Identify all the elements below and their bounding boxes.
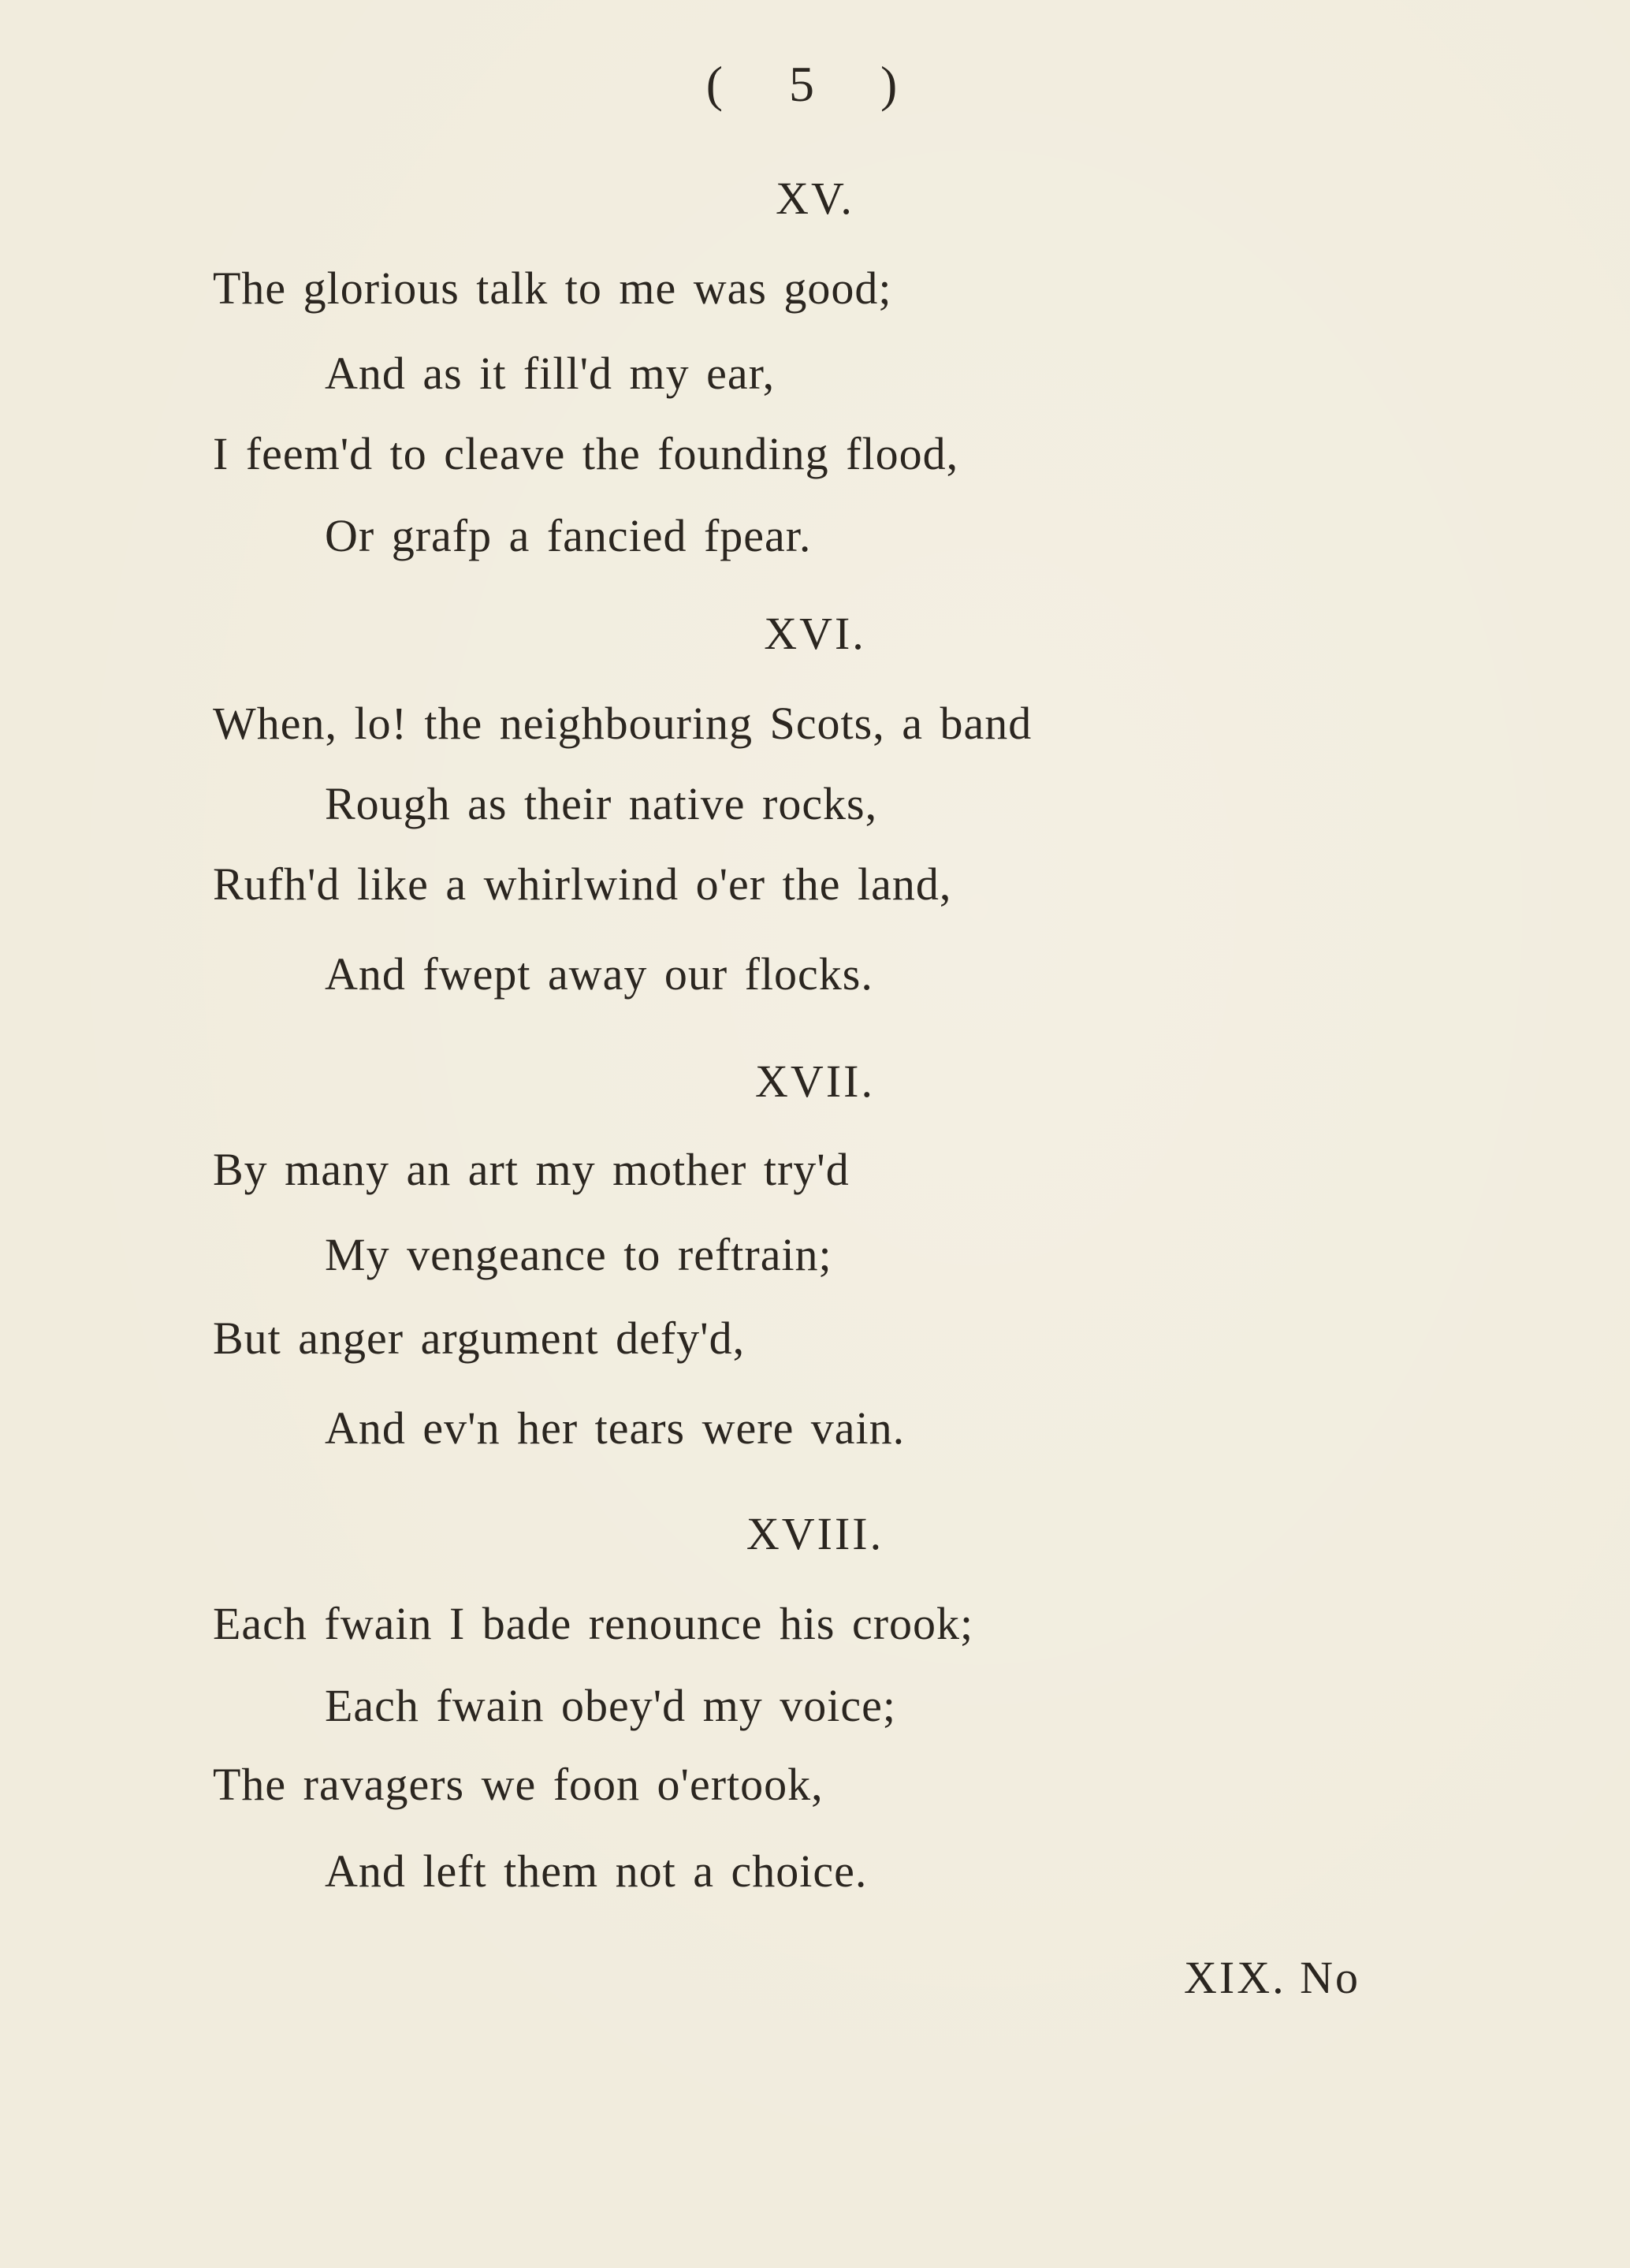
verse-line: And as it fill'd my ear,: [325, 348, 776, 399]
stanza-heading-xviii: XVIII.: [746, 1508, 884, 1559]
verse-line: Or grafp a fancied fpear.: [325, 510, 812, 561]
verse-line: The glorious talk to me was good;: [213, 263, 892, 314]
verse-line: By many an art my mother try'd: [213, 1144, 850, 1195]
verse-line: Each fwain I bade renounce his crook;: [213, 1598, 974, 1649]
verse-line: I feem'd to cleave the founding flood,: [213, 428, 959, 479]
verse-line: And ev'n her tears were vain.: [325, 1402, 906, 1454]
stanza-heading-xvi: XVI.: [764, 608, 866, 659]
stanza-heading-xvii: XVII.: [755, 1056, 875, 1107]
catchword: XIX. No: [1184, 1952, 1360, 2003]
verse-line: Each fwain obey'd my voice;: [325, 1680, 896, 1731]
verse-line: The ravagers we foon o'ertook,: [213, 1759, 824, 1810]
verse-line: Rufh'd like a whirlwind o'er the land,: [213, 858, 952, 910]
page-number: ( 5 ): [705, 56, 925, 112]
verse-line: My vengeance to reftrain;: [325, 1229, 832, 1280]
verse-line: And left them not a choice.: [325, 1845, 868, 1897]
verse-line: And fwept away our flocks.: [325, 948, 873, 1000]
stanza-heading-xv: XV.: [776, 173, 854, 224]
verse-line: But anger argument defy'd,: [213, 1313, 746, 1364]
verse-line: When, lo! the neighbouring Scots, a band: [213, 698, 1033, 749]
verse-line: Rough as their native rocks,: [325, 778, 878, 829]
